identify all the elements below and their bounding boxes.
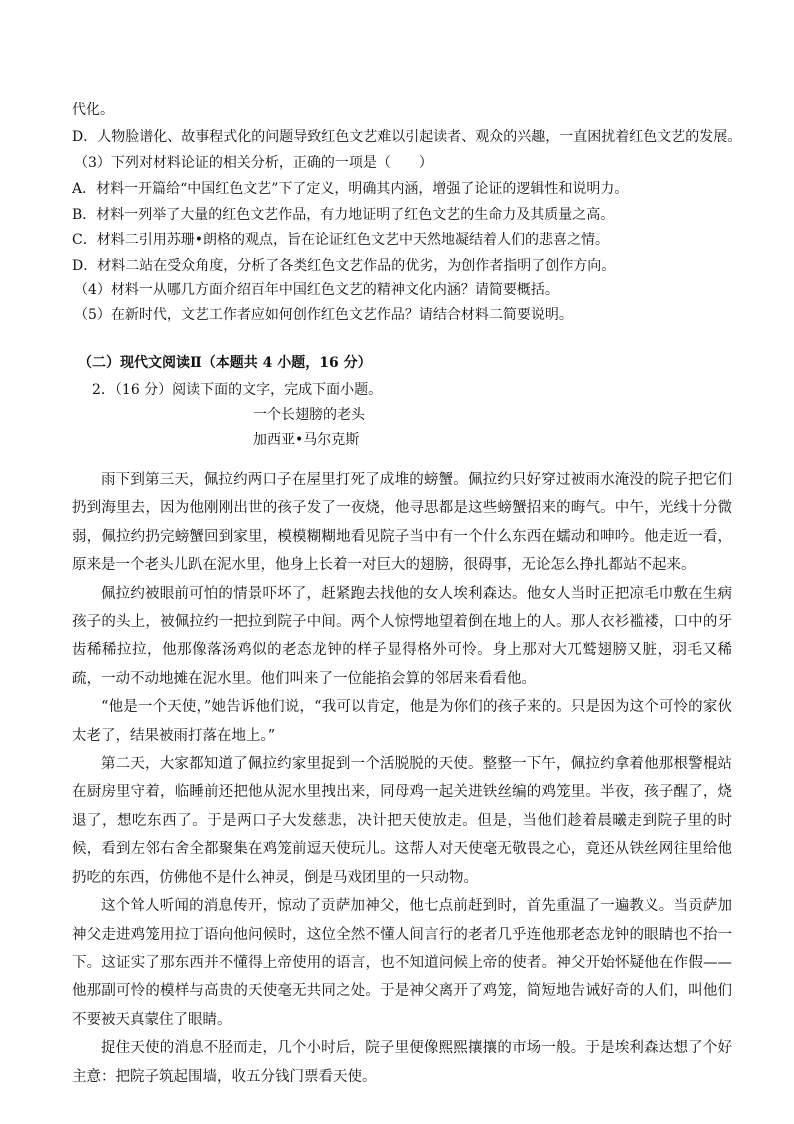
q3-option-c: C．材料二引用苏珊•朗格的观点，旨在论证红色文艺中天然地凝结着人们的悲喜之情。 xyxy=(72,232,609,248)
story-paragraph: 佩拉约被眼前可怕的情景吓坏了，赶紧跑去找他的女人埃利森达。他女人当时正把凉毛巾敷在生病孩子的头上，被佩拉约一把拉到院子中间。两个人惊愕地望着倒在地上的人。那人衣衫褴褛，口中的牙齿稀稀拉拉，他那像落汤鸡似的老态龙钟的样子显得格外可怜。身上那对大兀鹫翅膀又脏，羽毛又稀疏，一动不动地摊在泥水里。他们叫来了一位能掐会算的邻居来看看他。 xyxy=(72,585,732,687)
story-title: 一个长翅膀的老头 xyxy=(253,407,365,423)
q4-stem: （4）材料一从哪几方面介绍百年中国红色文艺的精神文化内涵？请简要概括。 xyxy=(74,282,559,298)
story-body xyxy=(72,466,732,1091)
q3-option-b: B．材料一列举了大量的红色文艺作品，有力地证明了红色文艺的生命力及其质量之高。 xyxy=(72,207,615,223)
continuation-text: 代化。 xyxy=(72,102,114,118)
q5-stem: （5）在新时代，文艺工作者应如何创作红色文艺作品？请结合材料二简要说明。 xyxy=(74,307,573,323)
section-heading: （二）现代文阅读Ⅱ（本题共 4 小题，16 分） xyxy=(78,355,372,371)
story-paragraph: “他是一个天使，”她告诉他们说，“我可以肯定，他是为你们的孩子来的。只是因为这个可怜的家伙太老了，结果被雨打落在地上。” xyxy=(72,699,732,744)
q3-stem: （3）下列对材料论证的相关分析，正确的一项是（ ） xyxy=(74,155,433,171)
q2-option-d: D．人物脸谱化、故事程式化的问题导致红色文艺难以引起读者、观众的兴趣，一直困扰着红色文艺的发展。 xyxy=(72,129,742,145)
story-paragraph: 雨下到第三天，佩拉约两口子在屋里打死了成堆的螃蟹。佩拉约只好穿过被雨水淹没的院子把它们扔到海里去，因为他刚刚出世的孩子发了一夜烧，他寻思都是这些螃蟹招来的晦气。中午，光线十分微弱，佩拉约扔完螃蟹回到家里，模模糊糊地看见院子当中有一个什么东西在蠕动和呻吟。他走近一看，原来是一个老头儿趴在泥水里，他身上长着一对巨大的翅膀，很碍事，无论怎么挣扎都站不起来。 xyxy=(72,472,732,574)
story-author: 加西亚•马尔克斯 xyxy=(253,432,360,448)
story-paragraph: 这个耸人听闻的消息传开，惊动了贡萨加神父，他七点前赶到时，首先重温了一遍教义。当贡萨加神父走进鸡笼用拉丁语向他问候时，这位全然不懂人间言行的老者几乎连他那老态龙钟的眼睛也不抬一下。这证实了那东西并不懂得上帝使用的语言，也不知道问候上帝的使者。神父开始怀疑他在作假——他那副可怜的模样与高贵的天使毫无共同之处。于是神父离开了鸡笼，简短地告诫好奇的人们，叫他们不要被天真蒙住了眼睛。 xyxy=(72,898,732,1028)
story-paragraph: 捉住天使的消息不胫而走，几个小时后，院子里便像熙熙攘攘的市场一般。于是埃利森达想了个好主意：把院子筑起围墙，收五分钱门票看天使。 xyxy=(72,1040,732,1085)
q3-option-a: A．材料一开篇给“中国红色文艺”下了定义，明确其内涵，增强了论证的逻辑性和说明力。 xyxy=(72,181,629,197)
story-paragraph: 第二天，大家都知道了佩拉约家里捉到一个活脱脱的天使。整整一下午，佩拉约拿着他那根警棍站在厨房里守着，临睡前还把他从泥水里拽出来，同母鸡一起关进铁丝编的鸡笼里。半夜，孩子醒了，烧退了，想吃东西了。于是两口子大发慈悲，决计把天使放走。但是，当他们趁着晨曦走到院子里的时候，看到左邻右舍全都聚集在鸡笼前逗天使玩儿。这帮人对天使毫无敬畏之心，竟还从铁丝网往里给他扔吃的东西，仿佛他不是什么神灵，倒是马戏团里的一只动物。 xyxy=(72,756,732,886)
q3-option-d: D．材料二站在受众角度，分析了各类红色文艺作品的优劣，为创作者指明了创作方向。 xyxy=(72,258,616,274)
question-intro: 2．（16 分）阅读下面的文字，完成下面小题。 xyxy=(92,382,383,398)
